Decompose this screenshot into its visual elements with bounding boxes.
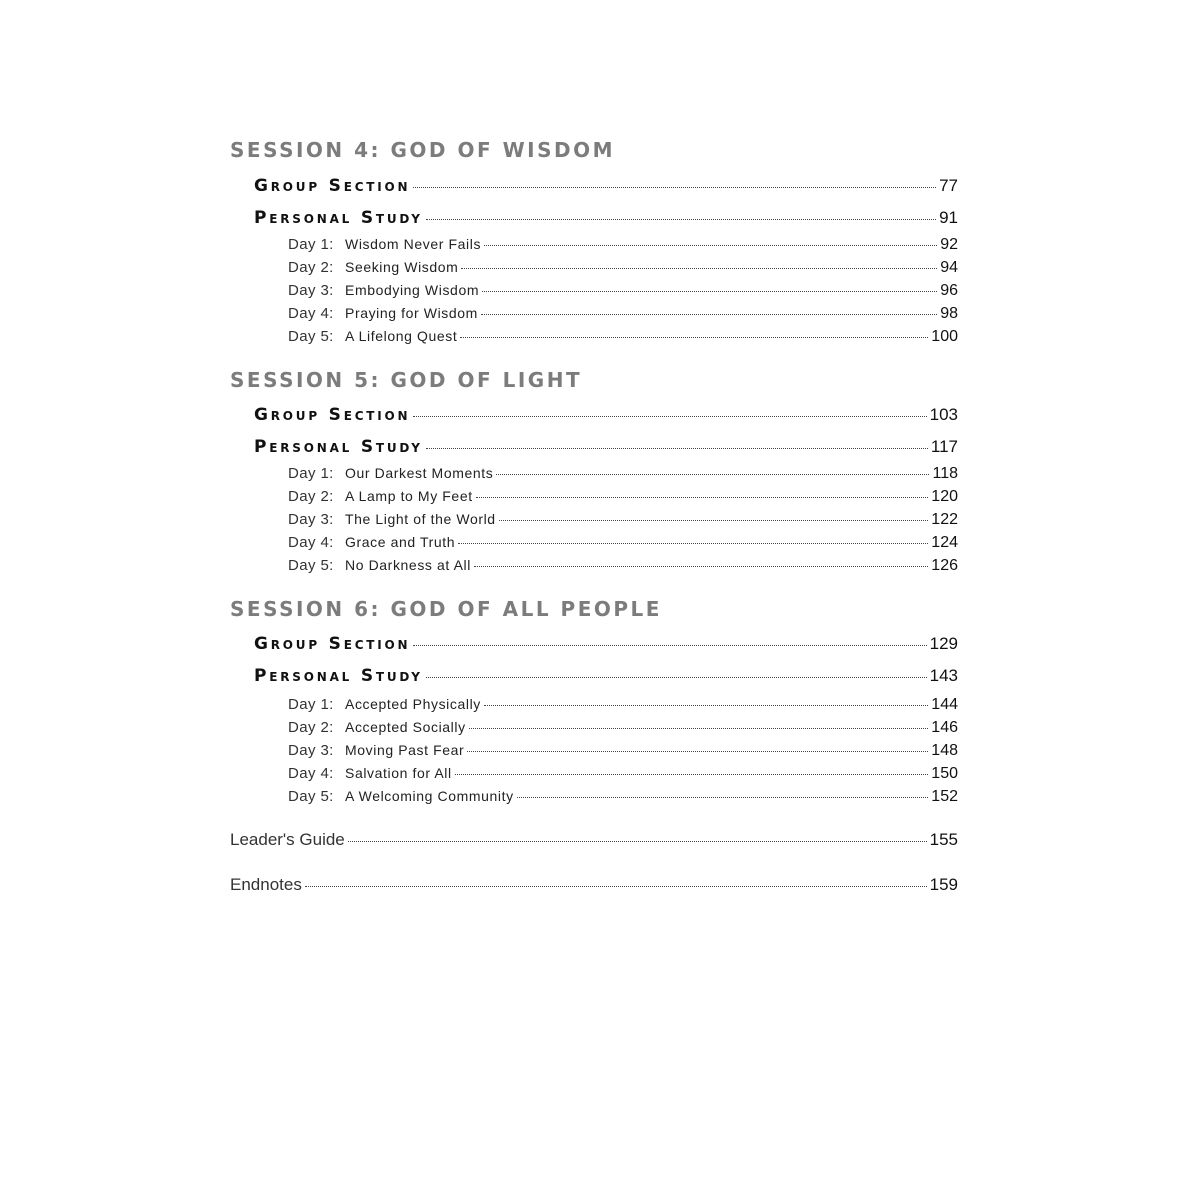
session-5-title: SESSION 5: GOD OF LIGHT: [230, 368, 583, 392]
toc-entry-day[interactable]: [288, 557, 958, 575]
page-number: 152: [931, 788, 958, 805]
dot-leader: [426, 676, 927, 678]
day-number: Day 3:: [288, 742, 334, 759]
dot-leader: [499, 519, 929, 521]
toc-entry-day[interactable]: [288, 534, 958, 552]
dot-leader: [413, 186, 936, 188]
page-number: 91: [939, 208, 958, 227]
entry-label: Group Section: [254, 634, 411, 654]
page-number: 126: [931, 557, 958, 574]
toc-entry-day[interactable]: [288, 465, 958, 483]
toc-entry-endnotes[interactable]: [230, 875, 958, 895]
day-title: A Lamp to My Feet: [345, 488, 473, 504]
dot-leader: [476, 496, 929, 498]
dot-leader: [460, 336, 928, 338]
dot-leader: [467, 750, 928, 752]
day-number: Day 3:: [288, 282, 334, 299]
dot-leader: [413, 415, 926, 417]
day-number: Day 2:: [288, 488, 334, 505]
toc-entry-personal-study[interactable]: [254, 666, 958, 686]
toc-entry-group-section[interactable]: [254, 405, 958, 425]
page-number: 77: [939, 176, 958, 195]
dot-leader: [461, 267, 937, 269]
page-number: 96: [940, 282, 958, 299]
toc-entry-group-section[interactable]: [254, 634, 958, 654]
day-title: A Welcoming Community: [345, 788, 514, 804]
day-number: Day 3:: [288, 511, 334, 528]
session-6-title: SESSION 6: GOD OF ALL PEOPLE: [230, 597, 662, 621]
toc-entry-personal-study[interactable]: [254, 208, 958, 228]
page-number: 148: [931, 742, 958, 759]
toc-entry-day[interactable]: [288, 282, 958, 300]
dot-leader: [481, 313, 937, 315]
page-number: 103: [929, 405, 958, 424]
day-number: Day 5:: [288, 328, 334, 345]
dot-leader: [474, 565, 928, 567]
day-number: Day 5:: [288, 557, 334, 574]
day-title: Salvation for All: [345, 765, 452, 781]
dot-leader: [458, 542, 928, 544]
day-number: Day 1:: [288, 236, 334, 253]
page-number: 124: [931, 534, 958, 551]
page-number: 122: [931, 511, 958, 528]
dot-leader: [484, 244, 937, 246]
day-number: Day 1:: [288, 696, 334, 713]
day-title: No Darkness at All: [345, 557, 471, 573]
toc-entry-day[interactable]: [288, 788, 958, 806]
dot-leader: [484, 704, 928, 706]
page-number: 143: [929, 666, 958, 685]
dot-leader: [455, 773, 929, 775]
toc-entry-day[interactable]: [288, 236, 958, 254]
page-number: 100: [931, 328, 958, 345]
day-title: A Lifelong Quest: [345, 328, 458, 344]
dot-leader: [413, 644, 926, 646]
page-number: 98: [940, 305, 958, 322]
page-number: 94: [940, 259, 958, 276]
entry-label: Endnotes: [230, 875, 302, 894]
toc-entry-day[interactable]: [288, 742, 958, 760]
day-title: Our Darkest Moments: [345, 465, 494, 481]
day-number: Day 2:: [288, 719, 334, 736]
day-title: Praying for Wisdom: [345, 305, 478, 321]
entry-label: Group Section: [254, 405, 411, 425]
dot-leader: [426, 218, 936, 220]
toc-entry-group-section[interactable]: [254, 176, 958, 196]
day-number: Day 2:: [288, 259, 334, 276]
session-4-title: SESSION 4: GOD OF WISDOM: [230, 138, 616, 162]
day-number: Day 5:: [288, 788, 334, 805]
day-title: The Light of the World: [345, 511, 496, 527]
page-number: 117: [930, 437, 958, 456]
toc-entry-day[interactable]: [288, 696, 958, 714]
day-title: Embodying Wisdom: [345, 282, 480, 298]
dot-leader: [517, 796, 929, 798]
page-number: 159: [929, 875, 958, 894]
toc-entry-day[interactable]: [288, 488, 958, 506]
day-number: Day 4:: [288, 305, 334, 322]
toc-entry-day[interactable]: [288, 765, 958, 783]
day-title: Accepted Socially: [345, 719, 466, 735]
entry-label: Personal Study: [254, 437, 423, 457]
toc-entry-day[interactable]: [288, 305, 958, 323]
toc-entry-day[interactable]: [288, 328, 958, 346]
entry-label: Leader's Guide: [230, 830, 345, 849]
dot-leader: [482, 290, 937, 292]
day-title: Accepted Physically: [345, 696, 481, 712]
dot-leader: [348, 840, 927, 842]
entry-label: Group Section: [254, 176, 411, 196]
toc-entry-day[interactable]: [288, 511, 958, 529]
page-number: 150: [931, 765, 958, 782]
dot-leader: [305, 885, 927, 887]
page-number: 129: [929, 634, 958, 653]
dot-leader: [426, 447, 928, 449]
day-title: Moving Past Fear: [345, 742, 465, 758]
page-number: 155: [929, 830, 958, 849]
dot-leader: [496, 473, 929, 475]
page-number: 144: [931, 696, 958, 713]
page-number: 120: [931, 488, 958, 505]
dot-leader: [469, 727, 929, 729]
day-number: Day 4:: [288, 765, 334, 782]
page-number: 118: [932, 465, 958, 482]
toc-entry-day[interactable]: [288, 719, 958, 737]
toc-entry-personal-study[interactable]: [254, 437, 958, 457]
day-number: Day 1:: [288, 465, 334, 482]
day-title: Grace and Truth: [345, 534, 456, 550]
page-number: 146: [931, 719, 958, 736]
toc-entry-day[interactable]: [288, 259, 958, 277]
day-title: Wisdom Never Fails: [345, 236, 482, 252]
entry-label: Personal Study: [254, 666, 423, 686]
day-number: Day 4:: [288, 534, 334, 551]
page-number: 92: [940, 236, 958, 253]
toc-entry-leaders-guide[interactable]: [230, 830, 958, 850]
entry-label: Personal Study: [254, 208, 423, 228]
day-title: Seeking Wisdom: [345, 259, 459, 275]
